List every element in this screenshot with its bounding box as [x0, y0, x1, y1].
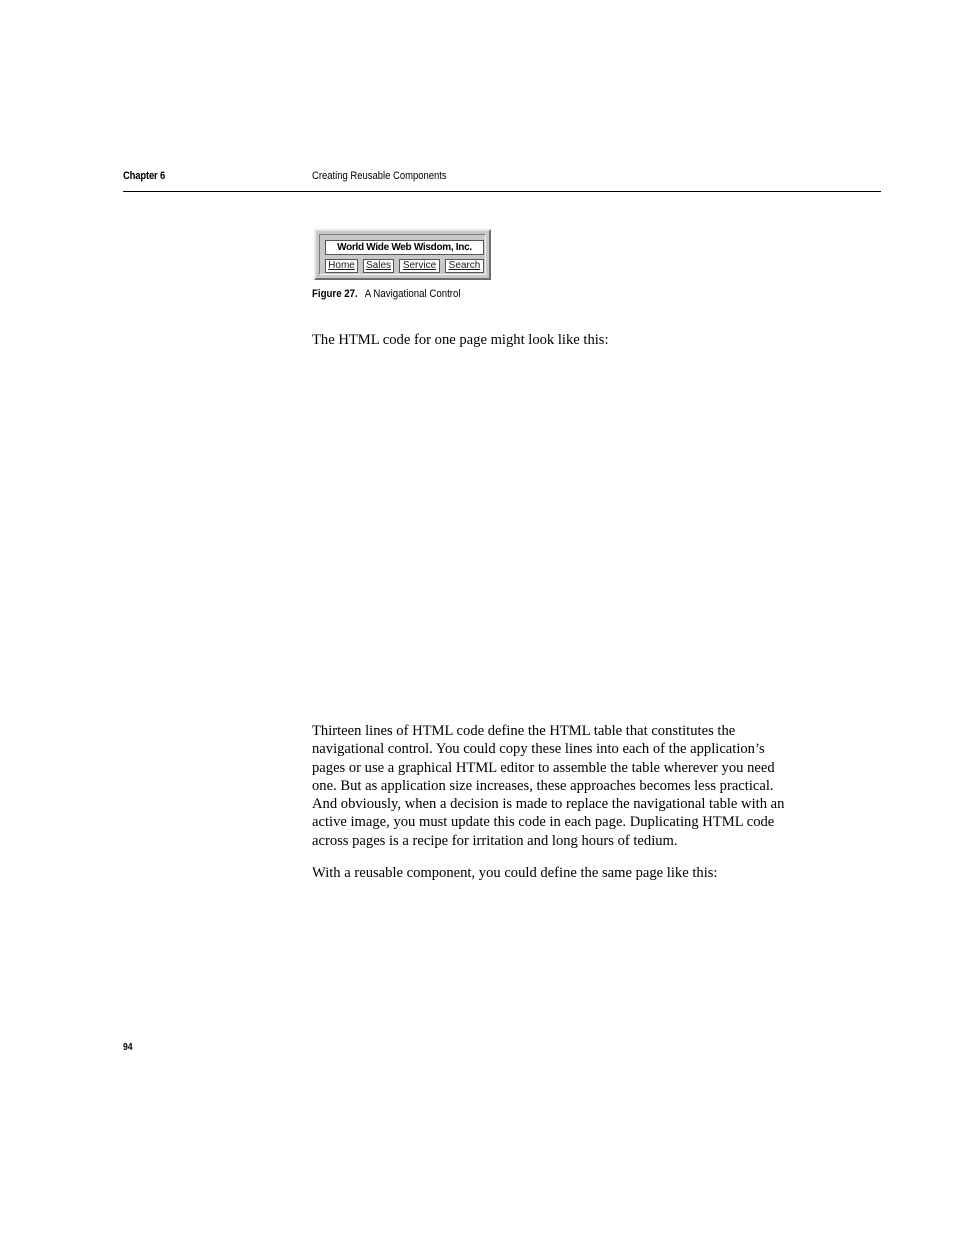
chapter-label: Chapter 6: [123, 170, 166, 182]
page-number: 94: [123, 1042, 133, 1053]
chapter-title: Creating Reusable Components: [312, 170, 447, 182]
figure-caption-label: Figure 27.: [312, 288, 358, 300]
main-paragraph: Thirteen lines of HTML code define the HTML table that constitutes the navigational control. You could copy these lines into each of the application’s pages or use a graphical HTML editor to assemble the table wherever you need one. But as application size increases, these approaches becomes less practical. And obviously, when a decision is made to replace the navigational table with an active image, you must update this code in each page. Duplicating HTML code across pages is a recipe for irritation and long hours of tedium.: [312, 723, 785, 849]
header-rule: [123, 191, 881, 192]
nav-link-search[interactable]: Search: [445, 259, 484, 273]
nav-link-sales[interactable]: Sales: [363, 259, 394, 273]
figure-caption-text: A Navigational Control: [364, 288, 461, 300]
navigational-control-figure: [314, 229, 491, 280]
figure-caption: [312, 288, 461, 300]
company-name-banner: World Wide Web Wisdom, Inc.: [325, 240, 484, 255]
nav-link-row: [325, 259, 484, 273]
nav-link-service[interactable]: Service: [399, 259, 440, 273]
nav-link-home[interactable]: Home: [325, 259, 358, 273]
intro-paragraph: The HTML code for one page might look like this:: [312, 332, 609, 348]
reuse-intro-paragraph: With a reusable component, you could define the same page like this:: [312, 865, 718, 881]
navigational-control-inner-frame: [319, 234, 486, 275]
running-head: [0, 170, 954, 192]
